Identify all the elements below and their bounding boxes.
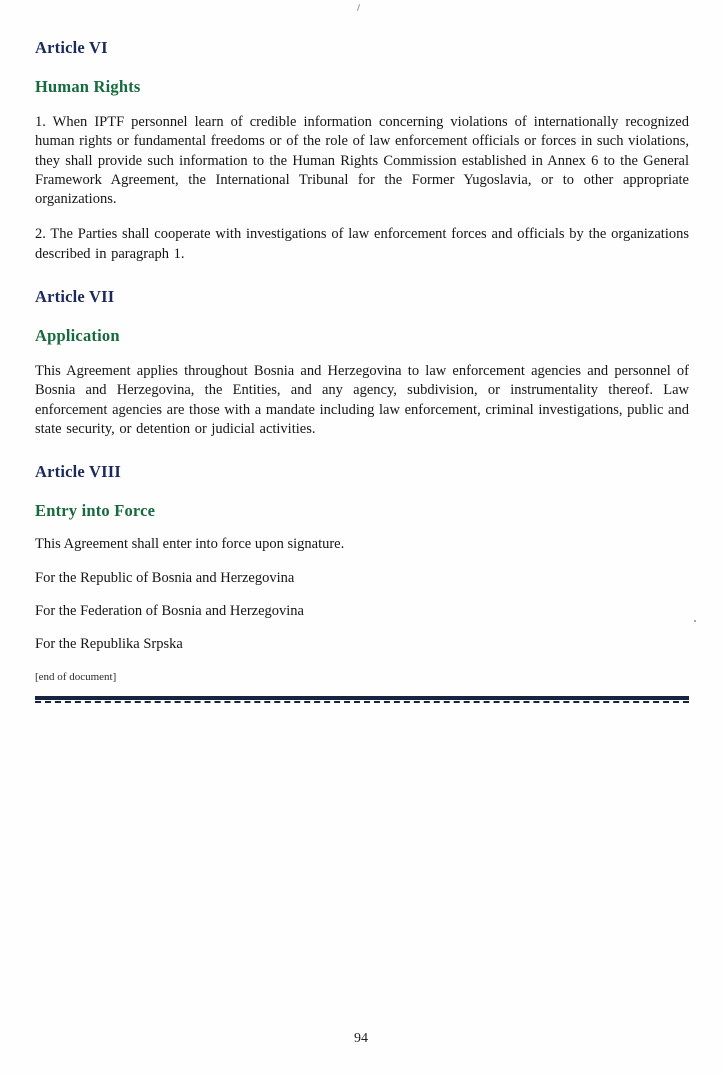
paragraph-application-1: This Agreement applies throughout Bosnia and Herzegovina to law enforcement agencies and personnel of Bosnia and Herzegovina, the Entities, and any agency, subdivision, or instrumentality thereof. Law enforcement agencies are those with a mandate including law enforcement, criminal investigations, public and state security, or detention or judicial activities. — [35, 363, 689, 437]
section-title-application: Application — [35, 326, 120, 346]
signature-line-republika-srpska: For the Republika Srpska — [35, 636, 183, 653]
article-heading-vi: Article VI — [35, 38, 108, 57]
horizontal-rule-dashed — [35, 701, 689, 703]
article-heading-viii: Article VIII — [35, 462, 121, 482]
section-title-entry-into-force: Entry into Force — [35, 501, 156, 521]
section-title-human-rights: Human Rights — [35, 77, 141, 96]
signature-line-federation: For the Federation of Bosnia and Herzegovina — [35, 602, 304, 619]
paragraph-entry-into-force: This Agreement shall enter into force upon signature. — [35, 536, 345, 553]
article-heading-vii: Article VII — [35, 287, 115, 307]
signature-line-republic: For the Republic of Bosnia and Herzegovina — [35, 569, 295, 586]
page-number: 94 — [354, 1031, 368, 1046]
scan-artifact — [694, 620, 696, 622]
end-of-document-marker: [end of document] — [35, 671, 117, 684]
paragraph-human-rights-2: 2. The Parties shall cooperate with investigations of law enforcement forces and officials by the organizations described in paragraph 1. — [35, 226, 689, 262]
paragraph-human-rights-1: 1. When IPTF personnel learn of credible information concerning violations of internationally recognized human rights or fundamental freedoms or of the role of law enforcement officials or forces in such violations, they shall provide such information to the Human Rights Commission established in Annex 6 to the General Framework Agreement, the International Tribunal for the Former Yugoslavia, or to other appropriate organizations. — [35, 114, 689, 208]
horizontal-rule — [35, 696, 689, 703]
